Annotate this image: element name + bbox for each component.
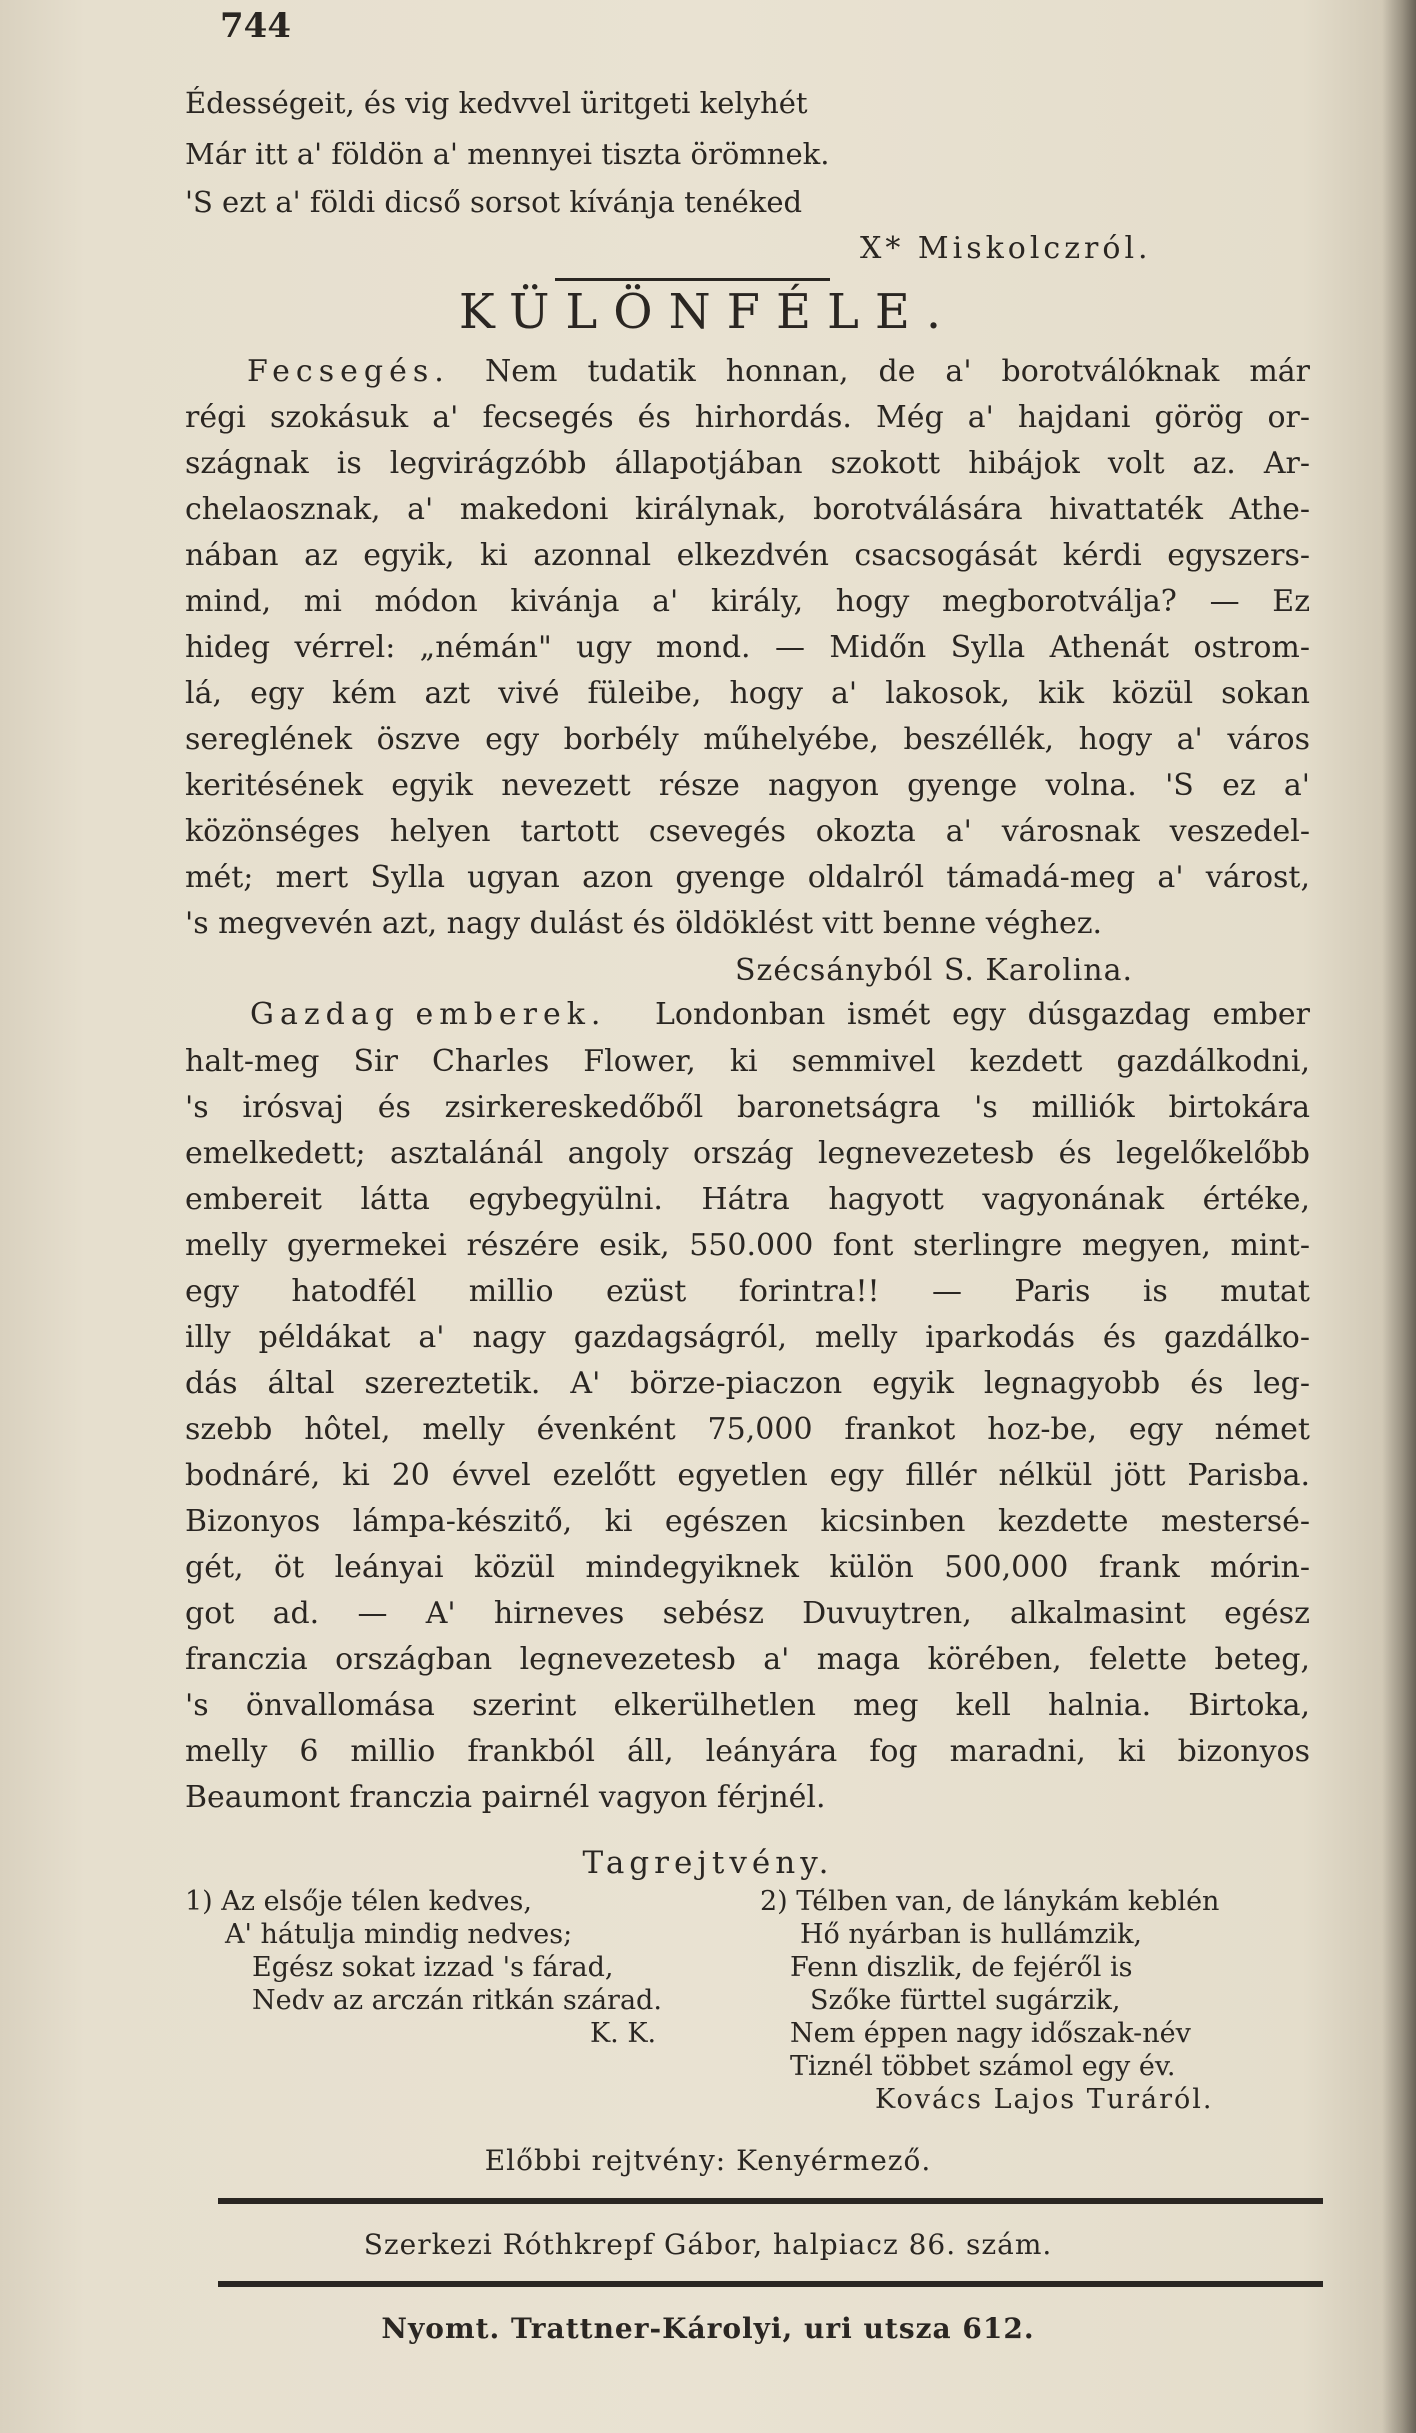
article-line: got ad. — A' hirneves sebész Duvuytren, alkalmasint egész [185,1596,1310,1631]
riddle-right-line: Hő nyárban is hullámzik, [800,1919,1143,1950]
article-line: emelkedett; asztalánál angoly ország legnevezetesb és legelőkelőbb [185,1136,1310,1171]
section-title: KÜLÖNFÉLE. [458,284,958,340]
riddle-left-line: Egész sokat izzad 's fárad, [252,1952,614,1983]
article-line: nában az egyik, ki azonnal elkezdvén csacsogását kérdi egyszers- [185,538,1310,573]
footer-rule-top [218,2198,1323,2204]
article-line: embereit látta egybegyülni. Hátra hagyott vagyonának értéke, [185,1182,1310,1217]
article-line: 's megvevén azt, nagy dulást és öldöklést vitt benne véghez. [185,906,1103,941]
article-line: Bizonyos lámpa-készitő, ki egészen kicsinben kezdette mestersé- [185,1504,1310,1539]
section-divider [555,278,830,281]
article-line: 's önvallomása szerint elkerülhetlen meg kell halnia. Birtoka, [185,1688,1310,1723]
article-line: lá, egy kém azt vivé füleibe, hogy a' lakosok, kik közül sokan [185,676,1310,711]
article-line: hideg vérrel: „némán" ugy mond. — Midőn Sylla Athenát ostrom- [185,630,1310,665]
article-lead-title: Gazdag emberek. [250,997,607,1032]
poem-line: 'S ezt a' földi dicső sorsot kívánja tenéked [185,185,803,219]
article-signature: Szécsányból S. Karolina. [735,953,1134,988]
riddle-right-signature: Kovács Lajos Turáról. [875,2084,1214,2115]
article-line: melly gyermekei részére esik, 550.000 font sterlingre megyen, mint- [185,1228,1310,1263]
article-line: gét, öt leányai közül mindegyiknek külön 500,000 frank mórin- [185,1550,1310,1585]
riddle-right-line: 2) Télben van, de lánykám keblén [760,1886,1220,1917]
poem-line: Édességeit, és vig kedvvel üritgeti kelyhét [185,86,808,120]
article-line: illy példákat a' nagy gazdagságról, melly iparkodás és gazdálko- [185,1320,1310,1355]
article-line: chelaosznak, a' makedoni királynak, borotválására hivattaték Athe- [185,492,1310,527]
riddle-left-signature: K. K. [590,2018,657,2049]
article-line: keritésének egyik nevezett része nagyon gyenge volna. 'S ez a' [185,768,1310,803]
article-line: melly 6 millio frankból áll, leányára fog maradni, ki bizonyos [185,1734,1310,1769]
article-line: sereglének öszve egy borbély műhelyébe, beszéllék, hogy a' város [185,722,1310,757]
article-lead [247,352,450,392]
page-number: 744 [220,6,291,46]
article-line: halt-meg Sir Charles Flower, ki semmivel kezdett gazdálkodni, [185,1044,1310,1079]
previous-solution: Előbbi rejtvény: Kenyérmező. [484,2144,932,2177]
riddle-right-line: Nem éppen nagy időszak-név [790,2018,1191,2049]
poem-line: Már itt a' földön a' mennyei tiszta örömnek. [185,137,830,171]
article-lead-title: Fecsegés. [247,354,450,389]
riddle-left-line: 1) Az elsője télen kedves, [185,1886,532,1917]
article-line: franczia országban legnevezetesb a' maga körében, felette beteg, [185,1642,1310,1677]
article-lead [250,995,606,1035]
article-line: dás által szereztetik. A' börze-piaczon egyik legnagyobb és leg- [185,1366,1310,1401]
article-line: szebb hôtel, melly évenként 75,000 frankot hoz-be, egy német [185,1412,1310,1447]
riddle-left-line: A' hátulja mindig nedves; [225,1919,573,1950]
article-line: egy hatodfél millio ezüst forintra!! — Paris is mutat [185,1274,1310,1309]
article-line: régi szokásuk a' fecsegés és hirhordás. Még a' hajdani görög or- [185,400,1310,435]
article-line: 's irósvaj és zsirkereskedőből baronetságra 's milliók birtokára [185,1090,1310,1125]
article-line: Londonban ismét egy dúsgazdag ember [655,997,1310,1032]
footer-rule-bottom [218,2281,1323,2287]
article-line: közönséges helyen tartott csevegés okozta a' városnak veszedel- [185,814,1310,849]
riddle-right-line: Szőke fürttel sugárzik, [810,1985,1121,2016]
article-line: szágnak is legvirágzóbb állapotjában szokott hibájok volt az. Ar- [185,446,1310,481]
riddle-right-line: Fenn diszlik, de fejéről is [790,1952,1133,1983]
printer-line: Nyomt. Trattner-Károlyi, uri utsza 612. [381,2312,1035,2345]
poem-signature: X* Miskolczról. [860,231,1152,266]
riddle-left-line: Nedv az arczán ritkán szárad. [252,1985,662,2016]
riddle-title: Tagrejtvény. [582,1845,834,1881]
page-edge-shadow [1382,0,1416,2433]
editor-line: Szerkezi Róthkrepf Gábor, halpiacz 86. szám. [363,2228,1053,2261]
article-line: bodnáré, ki 20 évvel ezelőtt egyetlen egy fillér nélkül jött Parisba. [185,1458,1310,1493]
article-line: Nem tudatik honnan, de a' borotválóknak már [485,354,1310,389]
article-line: Beaumont franczia pairnél vagyon férjnél. [185,1780,826,1815]
article-line: mét; mert Sylla ugyan azon gyenge oldalról támadá-meg a' várost, [185,860,1310,895]
riddle-right-line: Tiznél többet számol egy év. [790,2051,1176,2082]
article-line: mind, mi módon kivánja a' király, hogy megborotválja? — Ez [185,584,1310,619]
